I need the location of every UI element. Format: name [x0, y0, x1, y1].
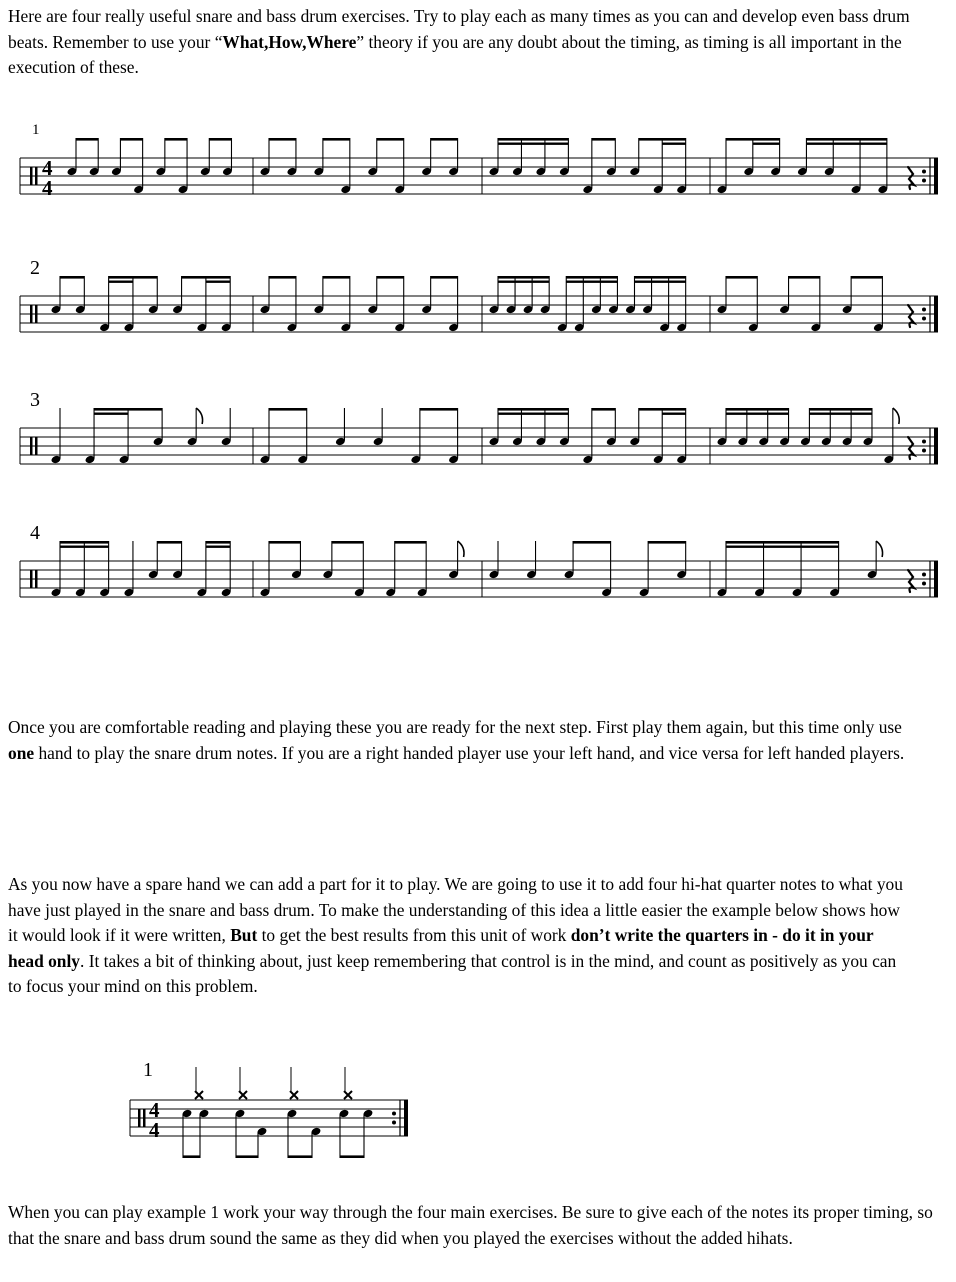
beam	[420, 408, 458, 411]
beam	[639, 138, 686, 141]
quarter-rest	[908, 570, 914, 592]
percussion-clef	[35, 305, 38, 323]
text-run: When you can play example 1 work your way through the four main exercises. Be sure to give each of the notes its proper timing, so that the snare and bass drum sound the same as they did when you played the exercises without the added hihats.	[8, 1202, 933, 1248]
exercise-1-number: 1	[32, 122, 40, 138]
beam-16th	[726, 413, 789, 415]
note-flag	[458, 541, 464, 557]
exercise-4-staff	[0, 533, 956, 623]
beam	[566, 276, 617, 279]
repeat-dot	[392, 1112, 396, 1116]
beam-16th	[94, 413, 128, 415]
beam	[182, 276, 231, 279]
beam	[851, 276, 882, 279]
beam	[323, 276, 350, 279]
beam	[648, 541, 686, 544]
closing-paragraph	[8, 1200, 938, 1251]
hihat-x-notehead	[290, 1091, 298, 1099]
beam	[806, 138, 886, 141]
beam	[377, 138, 404, 141]
beam	[109, 276, 158, 279]
beam-16th	[662, 413, 685, 415]
beam-16th	[498, 143, 568, 145]
intro-paragraph	[8, 4, 928, 81]
hihat-example-staff	[0, 1060, 956, 1170]
text-run: to get the best results from this unit of work	[257, 925, 571, 945]
percussion-clef	[30, 305, 33, 323]
repeat-dot	[922, 179, 926, 183]
beam	[60, 276, 84, 279]
final-barline	[934, 296, 938, 332]
percussion-clef	[30, 570, 33, 588]
beam-16th	[806, 143, 886, 145]
beam	[288, 1155, 312, 1158]
beam	[809, 408, 872, 411]
text-run: ” theory if you are any doubt about the timing, as timing is all important in the execution of these.	[8, 31, 902, 77]
percussion-clef	[138, 1109, 141, 1127]
beam	[634, 276, 685, 279]
beam	[789, 276, 820, 279]
percussion-clef	[35, 167, 38, 185]
spare-hand-paragraph	[8, 872, 908, 1000]
beam	[236, 1155, 258, 1158]
percussion-clef	[143, 1109, 146, 1127]
beam	[726, 408, 789, 411]
beam	[269, 541, 300, 544]
beam	[726, 541, 839, 544]
time-signature-top: 4	[42, 156, 53, 180]
beam	[592, 408, 615, 411]
beam	[269, 276, 296, 279]
beam	[573, 541, 611, 544]
beam	[209, 138, 231, 141]
beam	[76, 138, 98, 141]
final-barline	[404, 1100, 408, 1136]
hihat-example-number: 1	[143, 1059, 153, 1081]
beam	[183, 1155, 200, 1158]
beam	[165, 138, 187, 141]
one-hand-paragraph	[8, 715, 928, 766]
beam-16th	[206, 546, 230, 548]
percussion-clef	[35, 570, 38, 588]
beam	[395, 541, 426, 544]
hihat-x-notehead	[344, 1091, 352, 1099]
text-run: . It takes a bit of thinking about, just keep remembering that control is in the mind, and count as positively as you can to focus your mind on this problem.	[8, 950, 897, 996]
repeat-dot	[392, 1121, 396, 1125]
beam	[269, 408, 307, 411]
exercise-3-staff	[0, 400, 956, 490]
exercise-3-number: 3	[30, 389, 40, 411]
percussion-clef	[30, 437, 33, 455]
quarter-rest	[908, 167, 914, 189]
exercise-4-number: 4	[30, 522, 40, 544]
beam-16th	[206, 281, 230, 283]
exercise-2-number: 2	[30, 257, 40, 279]
beam-16th	[809, 413, 872, 415]
text-run: As you now have a spare hand we can add a part for it to play. We are going to use it to add four hi-hat quarter notes to what you have just played in the snare and bass drum. To make the understanding of this idea a little easier the example below shows how it would look if it were written,	[8, 874, 903, 945]
hihat-x-notehead	[195, 1091, 203, 1099]
exercise-1-staff	[0, 130, 956, 220]
time-signature-top: 4	[149, 1098, 160, 1122]
repeat-dot	[922, 440, 926, 444]
exercise-2-staff	[0, 268, 956, 358]
text-run: one	[8, 742, 35, 763]
beam-16th	[498, 281, 549, 283]
time-signature-bottom: 4	[149, 1118, 160, 1142]
beam-16th	[109, 281, 133, 283]
text-run: don’t write the quarters in - do it in your head only	[8, 925, 874, 971]
text-run: Here are four really useful snare and bass drum exercises. Try to play each as many times as you can and develop even bass drum beats. Remember to use your “	[8, 6, 910, 52]
beam-16th	[753, 143, 780, 145]
text-run: Once you are comfortable reading and playing these you are ready for the next step. First play them again, but this time only use	[8, 717, 902, 737]
beam	[498, 276, 549, 279]
beam	[377, 276, 404, 279]
final-barline	[934, 158, 938, 194]
percussion-clef	[35, 437, 38, 455]
beam	[332, 541, 363, 544]
beam	[498, 138, 568, 141]
repeat-dot	[922, 308, 926, 312]
beam	[206, 541, 230, 544]
beam	[120, 138, 142, 141]
beam-16th	[60, 546, 109, 548]
quarter-rest	[908, 305, 914, 327]
beam	[323, 138, 350, 141]
beam-16th	[726, 546, 839, 548]
time-signature-bottom: 4	[42, 176, 53, 200]
repeat-dot	[922, 573, 926, 577]
beam-16th	[662, 143, 685, 145]
beam	[498, 408, 568, 411]
repeat-dot	[922, 317, 926, 321]
beam	[431, 138, 458, 141]
beam-16th	[498, 413, 568, 415]
final-barline	[934, 561, 938, 597]
text-run: hand to play the snare drum notes. If you are a right handed player use your left hand, and vice versa for left handed players.	[34, 742, 905, 763]
final-barline	[934, 428, 938, 464]
note-flag	[876, 541, 882, 557]
note-flag	[196, 408, 202, 424]
beam	[94, 408, 162, 411]
hihat-x-notehead	[239, 1091, 247, 1099]
beam	[269, 138, 296, 141]
repeat-dot	[922, 582, 926, 586]
text-run: But	[230, 925, 258, 945]
beam	[639, 408, 686, 411]
beam	[592, 138, 615, 141]
beam-16th	[634, 281, 685, 283]
beam	[340, 1155, 364, 1158]
repeat-dot	[922, 449, 926, 453]
beam	[726, 138, 780, 141]
note-flag	[893, 408, 899, 424]
beam	[726, 276, 757, 279]
quarter-rest	[908, 437, 914, 459]
beam	[157, 541, 181, 544]
beam	[60, 541, 109, 544]
repeat-dot	[922, 170, 926, 174]
percussion-clef	[30, 167, 33, 185]
beam-16th	[566, 281, 617, 283]
text-run: What,How,Where	[222, 31, 357, 52]
beam	[431, 276, 458, 279]
